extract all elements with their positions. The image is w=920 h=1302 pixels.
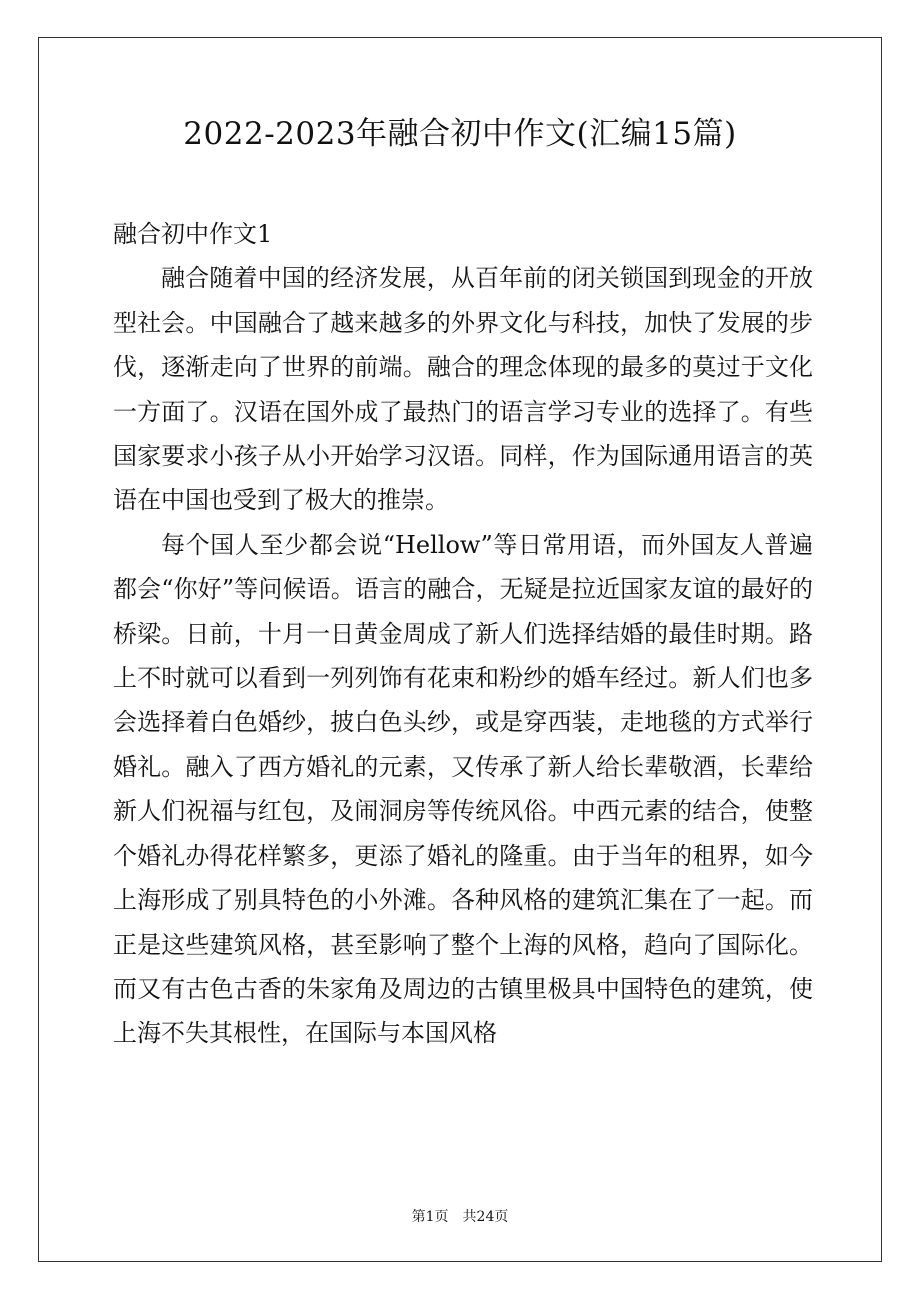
paragraph-1: 融合随着中国的经济发展，从百年前的闭关锁国到现金的开放型社会。中国融合了越来越多的外界文化与科技，加快了发展的步伐，逐渐走向了世界的前端。融合的理念体现的最多的莫过于文化一方面了。汉语在国外成了最热门的语言学习专业的选择了。有些国家要求小孩子从小开始学习汉语。同样，作为国际通用语言的英语在中国也受到了极大的推崇。 [113,264,813,515]
document-title: 2022-2023年融合初中作文(汇编15篇) [183,116,737,152]
paragraph-2: 每个国人至少都会说“Hellow”等日常用语，而外国友人普遍都会“你好”等问候语。语言的融合，无疑是拉近国家友谊的最好的桥梁。日前，十月一日黄金周成了新人们选择结婚的最佳时期。路上不时就可以看到一列列饰有花束和粉纱的婚车经过。新人们也多会选择着白色婚纱，披白色头纱，或是穿西装，走地毯的方式举行婚礼。融入了西方婚礼的元素，又传承了新人给长辈敬酒，长辈给新人们祝福与红包，及闹洞房等传统风俗。中西元素的结合，使整个婚礼办得花样繁多，更添了婚礼的隆重。由于当年的租界，如今上海形成了别具特色的小外滩。各种风格的建筑汇集在了一起。而正是这些建筑风格，甚至影响了整个上海的风格，趋向了国际化。而又有古色古香的朱家角及周边的古镇里极具中国特色的建筑，使上海不失其根性，在国际与本国风格 [113,530,813,1048]
page-number: 第1页 [411,1209,449,1225]
page-footer [38,1208,882,1226]
document-body [113,212,813,1056]
section-heading: 融合初中作文1 [113,220,273,248]
page-total: 共24页 [462,1209,509,1225]
